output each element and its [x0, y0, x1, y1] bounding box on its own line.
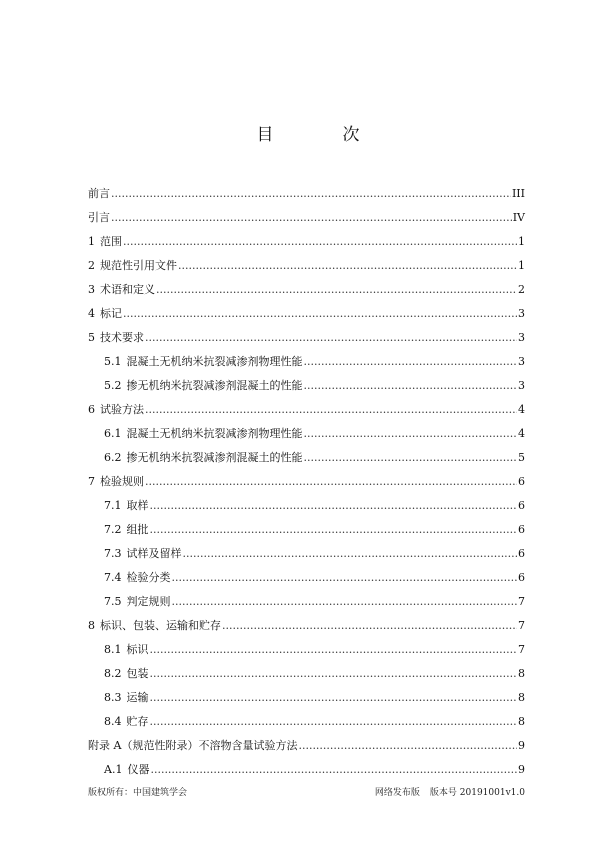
- toc-entry-number: 6.1: [104, 427, 122, 440]
- toc-entry-number: 6: [88, 403, 95, 416]
- toc-entry-number: 8.3: [104, 691, 122, 704]
- toc-entry-number: 5.1: [104, 355, 122, 368]
- footer-edition: 网络发布版: [374, 788, 420, 798]
- toc-page-number: 4: [518, 403, 525, 416]
- toc-page-number: 7: [518, 643, 525, 656]
- page-footer: [88, 786, 525, 800]
- toc-page-number: 9: [518, 763, 525, 776]
- toc-entry-number: 7.5: [104, 595, 122, 608]
- toc-page-number: 8: [518, 691, 525, 704]
- toc-page-number: III: [511, 187, 525, 200]
- toc-entry-title: [88, 278, 155, 302]
- toc-entry[interactable]: [88, 758, 525, 782]
- toc-dot-leader: [145, 326, 517, 350]
- toc-entry-title: [88, 206, 110, 230]
- toc-entry-label: 技术要求: [100, 331, 144, 344]
- toc-entry-number: 7.1: [104, 499, 122, 512]
- footer-version-info: [375, 786, 525, 800]
- toc-entry-label: 掺无机纳米抗裂减渗剂混凝土的性能: [126, 451, 303, 464]
- toc-page-number: 2: [518, 283, 525, 296]
- toc-dot-leader: [304, 422, 518, 446]
- toc-page-number: 4: [518, 427, 525, 440]
- toc-entry-label: 混凝土无机纳米抗裂减渗剂物理性能: [126, 355, 303, 368]
- toc-entry[interactable]: [88, 542, 525, 566]
- toc-entry-number: 4: [88, 307, 95, 320]
- toc-page-number: 1: [518, 235, 525, 248]
- toc-entry[interactable]: [88, 446, 525, 470]
- toc-entry-number: 8.1: [104, 643, 122, 656]
- toc-entry[interactable]: [88, 254, 525, 278]
- toc-page-number: IV: [512, 211, 525, 224]
- toc-entry-label: 取样: [126, 499, 149, 512]
- toc-entry-title: [88, 734, 297, 758]
- toc-dot-leader: [178, 254, 517, 278]
- toc-entry[interactable]: [88, 422, 525, 446]
- toc-page-number: 3: [518, 379, 525, 392]
- toc-entry-label: 包装: [126, 667, 149, 680]
- toc-entry-number: 2: [88, 259, 95, 272]
- toc-entry-label: 标识、包装、运输和贮存: [100, 619, 221, 632]
- toc-entry-number: 7.4: [104, 571, 122, 584]
- toc-entry-title: [88, 182, 110, 206]
- toc-entry-title: [88, 398, 144, 422]
- toc-dot-leader: [111, 182, 511, 206]
- toc-dot-leader: [150, 494, 518, 518]
- toc-dot-leader: [123, 302, 517, 326]
- toc-dot-leader: [304, 350, 518, 374]
- toc-dot-leader: [150, 638, 518, 662]
- toc-entry[interactable]: [88, 494, 525, 518]
- toc-page-number: 7: [518, 595, 525, 608]
- toc-entry-title: [88, 326, 144, 350]
- toc-page-number: 3: [518, 307, 525, 320]
- toc-entry-number: 7.3: [104, 547, 122, 560]
- toc-entry-label: 前言: [88, 187, 110, 200]
- toc-entry-label: 仪器: [127, 763, 150, 776]
- toc-entry[interactable]: [88, 206, 525, 230]
- toc-entry-label: 判定规则: [126, 595, 171, 608]
- toc-entry-label: 规范性引用文件: [100, 259, 177, 272]
- toc-dot-leader: [222, 614, 517, 638]
- toc-entry-title: [104, 758, 149, 782]
- toc-dot-leader: [111, 206, 512, 230]
- toc-entry[interactable]: [88, 590, 525, 614]
- toc-entry-number: 8: [88, 619, 95, 632]
- toc-page-number: 3: [518, 331, 525, 344]
- toc-entry-title: [88, 302, 122, 326]
- toc-entry-label: 贮存: [126, 715, 149, 728]
- toc-entry[interactable]: [88, 398, 525, 422]
- toc-entry-number: 5: [88, 331, 95, 344]
- footer-copyright: 版权所有：中国建筑学会: [88, 788, 188, 798]
- toc-entry-title: [104, 710, 149, 734]
- toc-entry[interactable]: [88, 374, 525, 398]
- toc-entry-label: 掺无机纳米抗裂减渗剂混凝土的性能: [126, 379, 303, 392]
- toc-entry-title: [104, 494, 149, 518]
- toc-entry[interactable]: [88, 350, 525, 374]
- toc-entry-label: 检验分类: [126, 571, 171, 584]
- toc-entry-number: 7: [88, 475, 95, 488]
- toc-entry[interactable]: [88, 302, 525, 326]
- toc-entry[interactable]: [88, 734, 525, 758]
- toc-entry-title: [104, 350, 303, 374]
- toc-entry-label: 混凝土无机纳米抗裂减渗剂物理性能: [126, 427, 303, 440]
- table-of-contents: [88, 182, 525, 782]
- toc-entry-label: 术语和定义: [100, 283, 155, 296]
- toc-dot-leader: [304, 446, 518, 470]
- toc-entry-title: [104, 662, 149, 686]
- toc-page-number: 6: [518, 499, 525, 512]
- toc-page-number: 9: [518, 739, 525, 752]
- toc-entry-title: [104, 446, 303, 470]
- toc-entry[interactable]: [88, 638, 525, 662]
- toc-dot-leader: [150, 710, 518, 734]
- toc-entry[interactable]: [88, 326, 525, 350]
- toc-entry-number: 3: [88, 283, 95, 296]
- page-title: 目 次: [256, 125, 386, 145]
- toc-dot-leader: [156, 278, 517, 302]
- toc-page-number: 7: [518, 619, 525, 632]
- toc-page-number: 6: [518, 475, 525, 488]
- toc-entry-title: [104, 638, 149, 662]
- toc-entry-title: [104, 422, 303, 446]
- toc-entry-number: 7.2: [104, 523, 122, 536]
- toc-dot-leader: [304, 374, 518, 398]
- toc-page-number: 8: [518, 715, 525, 728]
- toc-entry-number: A.1: [104, 763, 123, 776]
- toc-entry-title: [104, 374, 303, 398]
- toc-entry[interactable]: [88, 614, 525, 638]
- toc-entry-number: 6.2: [104, 451, 122, 464]
- toc-entry[interactable]: [88, 470, 525, 494]
- toc-page-number: 6: [518, 547, 525, 560]
- footer-version: 版本号 20191001v1.0: [429, 788, 525, 798]
- toc-entry-label: 运输: [126, 691, 149, 704]
- toc-dot-leader: [150, 758, 517, 782]
- toc-entry[interactable]: [88, 686, 525, 710]
- toc-entry-title: [88, 614, 221, 638]
- toc-dot-leader: [145, 398, 517, 422]
- toc-dot-leader: [298, 734, 517, 758]
- toc-entry[interactable]: [88, 278, 525, 302]
- toc-dot-leader: [123, 230, 517, 254]
- toc-entry-label: 附录 A（规范性附录）不溶物含量试验方法: [88, 739, 298, 752]
- toc-entry-number: 8.4: [104, 715, 122, 728]
- toc-entry-label: 范围: [100, 235, 122, 248]
- toc-entry[interactable]: [88, 230, 525, 254]
- toc-entry-title: [88, 254, 177, 278]
- toc-page-number: 8: [518, 667, 525, 680]
- toc-dot-leader: [172, 566, 518, 590]
- toc-entry-label: 标记: [100, 307, 122, 320]
- toc-dot-leader: [145, 470, 517, 494]
- toc-entry[interactable]: [88, 566, 525, 590]
- toc-entry-title: [104, 542, 182, 566]
- toc-entry[interactable]: [88, 662, 525, 686]
- toc-entry[interactable]: [88, 518, 525, 542]
- toc-entry-title: [104, 566, 171, 590]
- toc-dot-leader: [172, 590, 518, 614]
- toc-page-number: 5: [518, 451, 525, 464]
- toc-entry-label: 检验规则: [100, 475, 144, 488]
- toc-entry-label: 引言: [88, 211, 110, 224]
- toc-page-number: 3: [518, 355, 525, 368]
- toc-entry-title: [88, 470, 144, 494]
- toc-entry[interactable]: [88, 182, 525, 206]
- toc-dot-leader: [183, 542, 518, 566]
- toc-dot-leader: [150, 518, 518, 542]
- toc-entry-label: 试样及留样: [126, 547, 182, 560]
- toc-entry-label: 组批: [126, 523, 149, 536]
- toc-page-number: 6: [518, 571, 525, 584]
- toc-entry-label: 标识: [126, 643, 149, 656]
- toc-page-number: 1: [518, 259, 525, 272]
- toc-entry-title: [104, 686, 149, 710]
- toc-page-number: 6: [518, 523, 525, 536]
- toc-dot-leader: [150, 662, 518, 686]
- toc-dot-leader: [150, 686, 518, 710]
- toc-entry-number: 1: [88, 235, 95, 248]
- toc-entry-title: [88, 230, 122, 254]
- toc-entry-number: 8.2: [104, 667, 122, 680]
- toc-entry-title: [104, 518, 149, 542]
- toc-entry-number: 5.2: [104, 379, 122, 392]
- toc-entry[interactable]: [88, 710, 525, 734]
- toc-entry-label: 试验方法: [100, 403, 144, 416]
- toc-entry-title: [104, 590, 171, 614]
